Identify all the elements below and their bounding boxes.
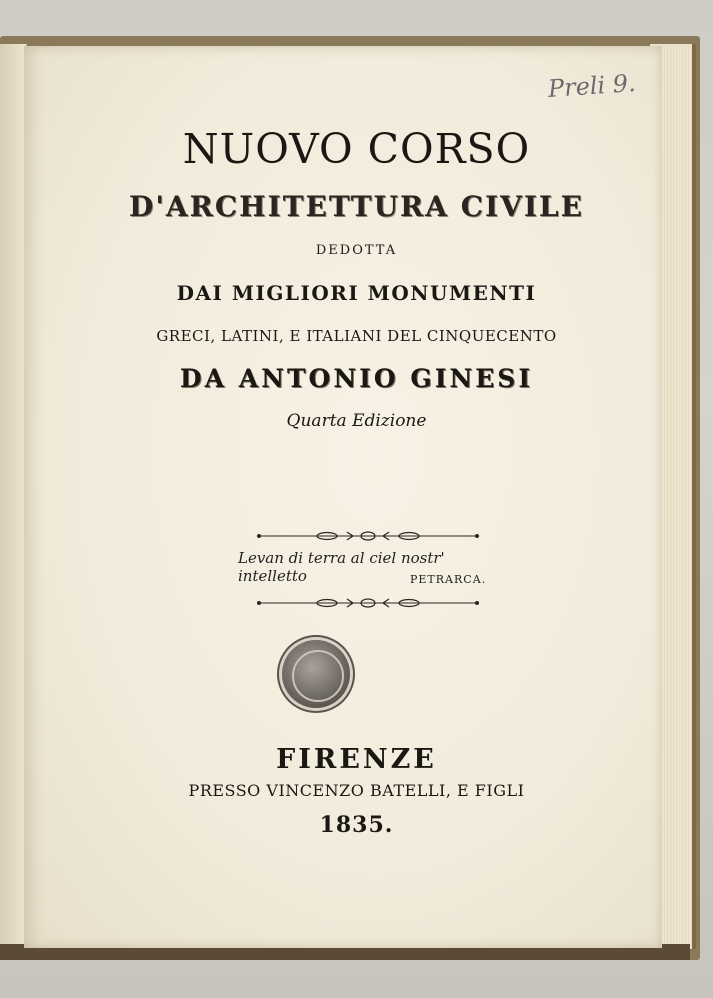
title-line-1: NUOVO CORSO: [182, 125, 531, 173]
epigraph-attribution: PETRARCA.: [410, 573, 487, 586]
ornamental-rule-bottom: [257, 597, 479, 609]
handwritten-note: Preli 9.: [547, 68, 637, 104]
dedotta-label: DEDOTTA: [315, 243, 398, 258]
subtitle-line-2: GRECI, LATINI, E ITALIANI DEL CINQUECENTO: [156, 327, 557, 345]
imprint-publisher: PRESSO VINCENZO BATELLI, E FIGLI: [188, 781, 525, 800]
left-page-edge: [0, 44, 27, 944]
title-line-2: D'ARCHITETTURA CIVILE: [129, 190, 584, 223]
imprint-city: FIRENZE: [276, 744, 437, 775]
library-stamp-icon: [282, 640, 350, 708]
epigraph-quote: Levan di terra al ciel nostr' intelletto: [238, 549, 445, 585]
imprint-year: 1835.: [319, 812, 394, 838]
ornamental-rule-top: [257, 530, 479, 542]
author-line: DA ANTONIO GINESI: [179, 364, 534, 393]
edition-line: Quarta Edizione: [286, 411, 427, 431]
subtitle-line-1: DAI MIGLIORI MONUMENTI: [176, 281, 537, 305]
